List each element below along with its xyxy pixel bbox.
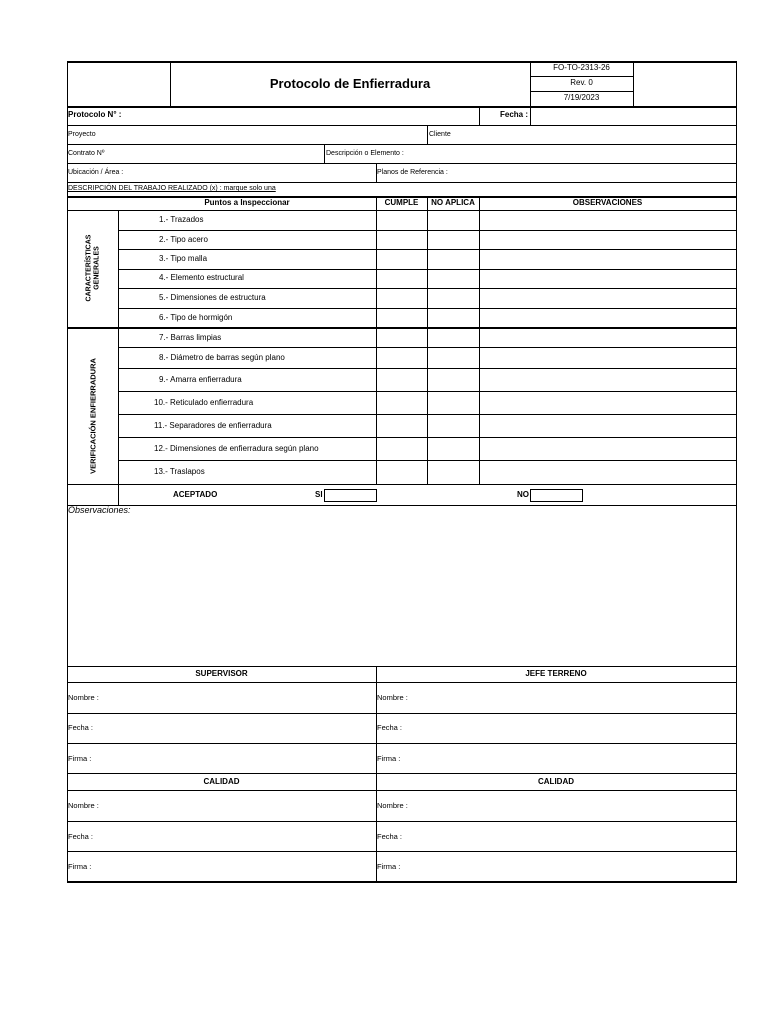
header-no-aplica: NO APLICA — [431, 198, 475, 207]
calidad-right-title: CALIDAD — [538, 777, 574, 786]
group-verificacion-enfierradura: VERIFICACIÓN ENFIERRADURA — [88, 358, 98, 474]
item-8: 8.- Diámetro de barras según plano — [159, 353, 285, 362]
group-separator — [67, 327, 737, 329]
row-line — [118, 249, 737, 250]
calidad-left-title: CALIDAD — [203, 777, 240, 786]
item-3: 3.- Tipo malla — [159, 254, 208, 263]
si-label: SI — [315, 490, 323, 499]
item-1: 1.- Trazados — [159, 215, 204, 224]
proyecto-label: Proyecto — [68, 131, 96, 138]
row-line — [118, 347, 737, 348]
info-line-4 — [67, 182, 737, 183]
row-line — [118, 414, 737, 415]
item-4: 4.- Elemento estructural — [159, 273, 244, 282]
header-code-line-2 — [530, 91, 633, 92]
sig-line — [67, 790, 737, 791]
info-divider-descripcion — [324, 144, 325, 163]
planos-label: Planos de Referencia : — [377, 169, 448, 176]
protocolo-label: Protocolo N° : — [68, 110, 122, 119]
calidad-right-fecha-label: Fecha : — [377, 832, 403, 841]
row-line — [118, 368, 737, 369]
table-col-obs — [479, 196, 480, 484]
item-10: 10.- Reticulado enfierradura — [154, 398, 254, 407]
supervisor-title: SUPERVISOR — [195, 669, 248, 678]
calidad-left-firma-label: Firma : — [68, 862, 92, 871]
supervisor-firma-label: Firma : — [68, 754, 92, 763]
document-title: Protocolo de Enfierradura — [269, 76, 431, 91]
ubicacion-label: Ubicación / Área : — [68, 169, 124, 176]
header-puntos: Puntos a Inspeccionar — [204, 198, 290, 207]
row-line — [118, 269, 737, 270]
sig-line — [67, 773, 737, 774]
header-bottom — [67, 106, 737, 108]
descripcion-trabajo-label: DESCRIPCIÓN DEL TRABAJO REALIZADO (x) : marque solo una — [68, 185, 276, 192]
header-divider-right — [633, 61, 634, 106]
sig-line — [67, 743, 737, 744]
item-12: 12.- Dimensiones de enfierradura según plano — [154, 444, 319, 453]
observaciones-area[interactable] — [68, 517, 736, 665]
supervisor-fecha-label: Fecha : — [68, 723, 94, 732]
supervisor-nombre-label: Nombre : — [68, 693, 99, 702]
jefe-firma-label: Firma : — [377, 754, 401, 763]
row-line — [118, 460, 737, 461]
aceptado-label: ACEPTADO — [173, 490, 218, 499]
document-code: FO-TO-2313-26 — [553, 63, 610, 72]
document-revision: Rev. 0 — [570, 78, 593, 87]
jefe-fecha-label: Fecha : — [377, 723, 403, 732]
table-bottom — [67, 505, 737, 506]
document-date: 7/19/2023 — [563, 93, 600, 102]
si-checkbox[interactable] — [324, 489, 377, 502]
row-line — [118, 230, 737, 231]
contrato-label: Contrato Nº — [68, 150, 105, 157]
header-code-line-1 — [530, 76, 633, 77]
info-line-2 — [67, 144, 737, 145]
info-divider-fecha-b — [530, 106, 531, 126]
item-6: 6.- Tipo de hormigón — [159, 313, 233, 322]
sig-line — [67, 682, 737, 683]
aceptado-top — [67, 484, 737, 485]
jefe-terreno-title: JEFE TERRENO — [525, 669, 587, 678]
sig-top — [67, 666, 737, 667]
jefe-nombre-label: Nombre : — [377, 693, 408, 702]
table-col-noaplica — [427, 196, 428, 484]
row-line — [118, 308, 737, 309]
row-line — [118, 437, 737, 438]
observaciones-label: Observaciones: — [68, 505, 131, 515]
header-cumple: CUMPLE — [384, 198, 419, 207]
info-line-3 — [67, 163, 737, 164]
row-line — [118, 391, 737, 392]
header-observaciones: OBSERVACIONES — [572, 198, 643, 207]
fecha-label: Fecha : — [500, 110, 529, 119]
sig-line — [67, 821, 737, 822]
info-divider-fecha-a — [479, 106, 480, 126]
frame-bottom — [67, 881, 737, 883]
cliente-label: Cliente — [429, 131, 451, 138]
item-13: 13.- Traslapos — [154, 467, 205, 476]
item-9: 9.- Amarra enfierradura — [159, 375, 242, 384]
group-caracteristicas-generales: CARACTERÍSTICAS GENERALES — [85, 234, 100, 302]
descripcion-elemento-label: Descripción o Elemento : — [326, 150, 404, 157]
calidad-right-nombre-label: Nombre : — [377, 801, 408, 810]
info-divider-cliente — [427, 125, 428, 144]
frame-right — [736, 61, 737, 882]
info-line-1 — [67, 125, 737, 126]
item-2: 2.- Tipo acero — [159, 235, 208, 244]
sig-line — [67, 851, 737, 852]
calidad-left-fecha-label: Fecha : — [68, 832, 94, 841]
calidad-right-firma-label: Firma : — [377, 862, 401, 871]
item-11: 11.- Separadores de enfierradura — [154, 421, 272, 430]
sig-line — [67, 713, 737, 714]
item-7: 7.- Barras limpias — [159, 333, 222, 342]
no-checkbox[interactable] — [530, 489, 583, 502]
no-label: NO — [517, 490, 529, 499]
table-header-bottom — [67, 210, 737, 211]
table-col-cumple — [376, 196, 377, 484]
item-5: 5.- Dimensiones de estructura — [159, 293, 266, 302]
frame-top — [67, 61, 737, 63]
calidad-left-nombre-label: Nombre : — [68, 801, 99, 810]
row-line — [118, 288, 737, 289]
